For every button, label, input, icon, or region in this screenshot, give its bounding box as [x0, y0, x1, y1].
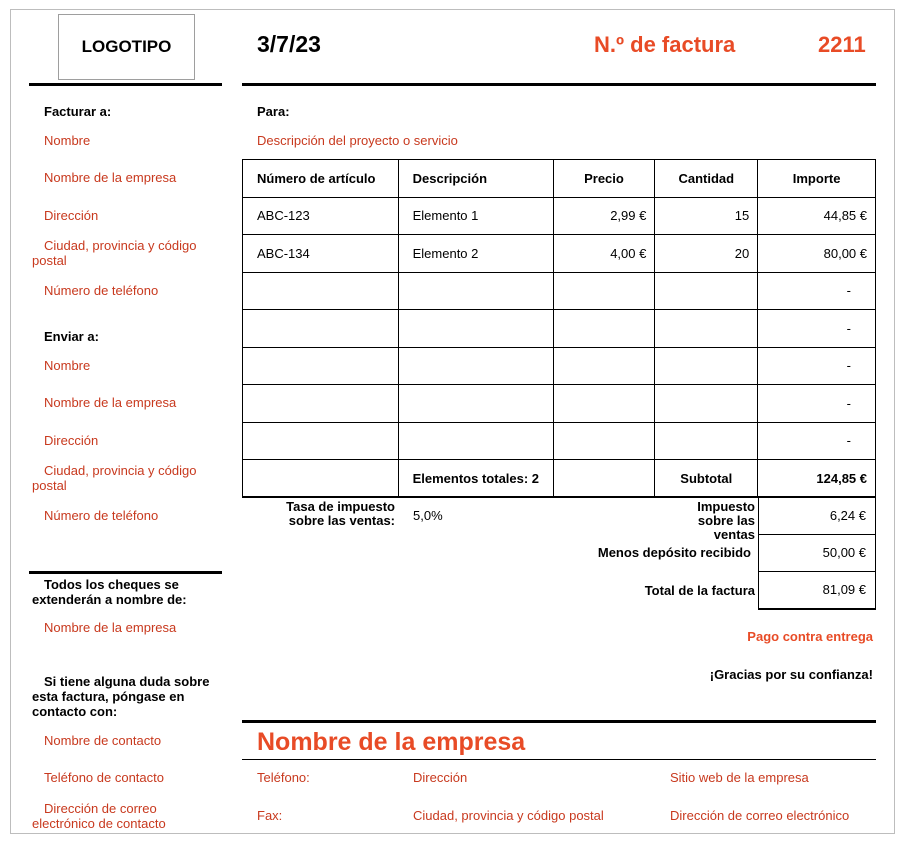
- column-header: Número de artículo: [243, 160, 399, 198]
- column-header: Cantidad: [655, 160, 758, 198]
- total-rule: [758, 608, 876, 610]
- ship-to-city: Ciudad, provincia y código postal: [32, 463, 197, 493]
- footer-city: Ciudad, provincia y código postal: [413, 808, 604, 823]
- main-header-rule: [242, 83, 876, 86]
- footer-thin-rule: [242, 759, 876, 760]
- project-description: Descripción del proyecto o servicio: [257, 133, 458, 148]
- item-amount: 44,85 €: [758, 197, 876, 235]
- item-price: [553, 272, 655, 310]
- item-description: [398, 385, 553, 423]
- questions-note: Si tiene alguna duda sobre esta factura, póngase en contacto con:: [32, 674, 210, 719]
- for-label: Para:: [257, 104, 290, 119]
- company-logo: LOGOTIPO: [58, 14, 195, 80]
- bill-to-name: Nombre: [44, 133, 91, 148]
- item-quantity: [655, 422, 758, 460]
- deposit-label: Menos depósito recibido: [597, 545, 751, 560]
- subtotal-value: 124,85 €: [758, 460, 876, 498]
- item-quantity: [655, 347, 758, 385]
- ship-to-name: Nombre: [44, 358, 91, 373]
- invoice-total-label: Total de la factura: [644, 583, 755, 598]
- table-header-row: [243, 160, 876, 198]
- item-amount: -: [758, 310, 876, 348]
- item-number: [243, 347, 399, 385]
- subtotal-label: Subtotal: [655, 460, 758, 498]
- contact-phone: Teléfono de contacto: [44, 770, 164, 785]
- item-amount: -: [758, 422, 876, 460]
- checks-payable-company: Nombre de la empresa: [44, 620, 177, 635]
- invoice-total-value: 81,09 €: [758, 571, 876, 609]
- item-amount: 80,00 €: [758, 235, 876, 273]
- tax-label: Impuesto sobre las ventas: [697, 499, 755, 542]
- item-description: [398, 272, 553, 310]
- items-table: [242, 159, 876, 498]
- tax-rate-label: Tasa de impuesto sobre las ventas:: [286, 499, 395, 528]
- table-row: [243, 347, 876, 385]
- ship-to-phone: Número de teléfono: [44, 508, 159, 523]
- item-number: [243, 272, 399, 310]
- invoice-number-label: N.º de factura: [594, 32, 736, 57]
- checks-rule: [29, 571, 222, 574]
- item-amount: -: [758, 347, 876, 385]
- footer-website: Sitio web de la empresa: [670, 770, 809, 785]
- footer-company-name: Nombre de la empresa: [257, 728, 526, 756]
- column-header: Importe: [758, 160, 876, 198]
- bill-to-city: Ciudad, provincia y código postal: [32, 238, 197, 268]
- table-row: [243, 310, 876, 348]
- bill-to-company: Nombre de la empresa: [44, 170, 177, 185]
- contact-name: Nombre de contacto: [44, 733, 162, 748]
- deposit-value: 50,00 €: [758, 534, 876, 572]
- item-quantity: [655, 272, 758, 310]
- subtotal-row-empty: [243, 460, 399, 498]
- thank-you-note: ¡Gracias por su confianza!: [709, 667, 873, 682]
- tax-value: 6,24 €: [758, 497, 876, 535]
- item-price: [553, 422, 655, 460]
- column-header: Descripción: [398, 160, 553, 198]
- item-price: 4,00 €: [553, 235, 655, 273]
- item-price: [553, 385, 655, 423]
- item-number: [243, 385, 399, 423]
- ship-to-address: Dirección: [44, 433, 99, 448]
- tax-rate-value: 5,0%: [413, 508, 443, 523]
- item-description: Elemento 1: [398, 197, 553, 235]
- ship-to-company: Nombre de la empresa: [44, 395, 177, 410]
- table-row: [243, 197, 876, 235]
- item-number: [243, 422, 399, 460]
- item-amount: -: [758, 385, 876, 423]
- item-description: [398, 422, 553, 460]
- item-description: [398, 347, 553, 385]
- table-row: [243, 272, 876, 310]
- subtotal-row-empty: [553, 460, 655, 498]
- invoice-number: 2211: [818, 32, 866, 57]
- item-quantity: 15: [655, 197, 758, 235]
- invoice-date: 3/7/23: [257, 31, 321, 57]
- ship-to-heading: Enviar a:: [44, 329, 99, 344]
- column-header: Precio: [553, 160, 655, 198]
- total-items: Elementos totales: 2: [398, 460, 553, 498]
- footer-address: Dirección: [413, 770, 468, 785]
- item-description: Elemento 2: [398, 235, 553, 273]
- table-row: [243, 422, 876, 460]
- contact-email: Dirección de correo electrónico de contacto: [32, 801, 166, 831]
- item-amount: -: [758, 272, 876, 310]
- item-price: 2,99 €: [553, 197, 655, 235]
- table-row: [243, 385, 876, 423]
- item-number: ABC-134: [243, 235, 399, 273]
- bill-to-address: Dirección: [44, 208, 99, 223]
- checks-payable-note: Todos los cheques se extenderán a nombre de:: [32, 577, 187, 607]
- item-number: ABC-123: [243, 197, 399, 235]
- footer-phone-label: Teléfono:: [257, 770, 310, 785]
- subtotal-row: [243, 460, 876, 498]
- footer-rule: [242, 720, 876, 723]
- item-price: [553, 310, 655, 348]
- item-quantity: [655, 310, 758, 348]
- bill-to-heading: Facturar a:: [44, 104, 112, 119]
- item-quantity: [655, 385, 758, 423]
- left-header-rule: [29, 83, 222, 86]
- item-number: [243, 310, 399, 348]
- item-price: [553, 347, 655, 385]
- payment-terms: Pago contra entrega: [747, 629, 873, 644]
- footer-fax-label: Fax:: [257, 808, 283, 823]
- bill-to-phone: Número de teléfono: [44, 283, 159, 298]
- item-quantity: 20: [655, 235, 758, 273]
- item-description: [398, 310, 553, 348]
- table-row: [243, 235, 876, 273]
- footer-email: Dirección de correo electrónico: [670, 808, 850, 823]
